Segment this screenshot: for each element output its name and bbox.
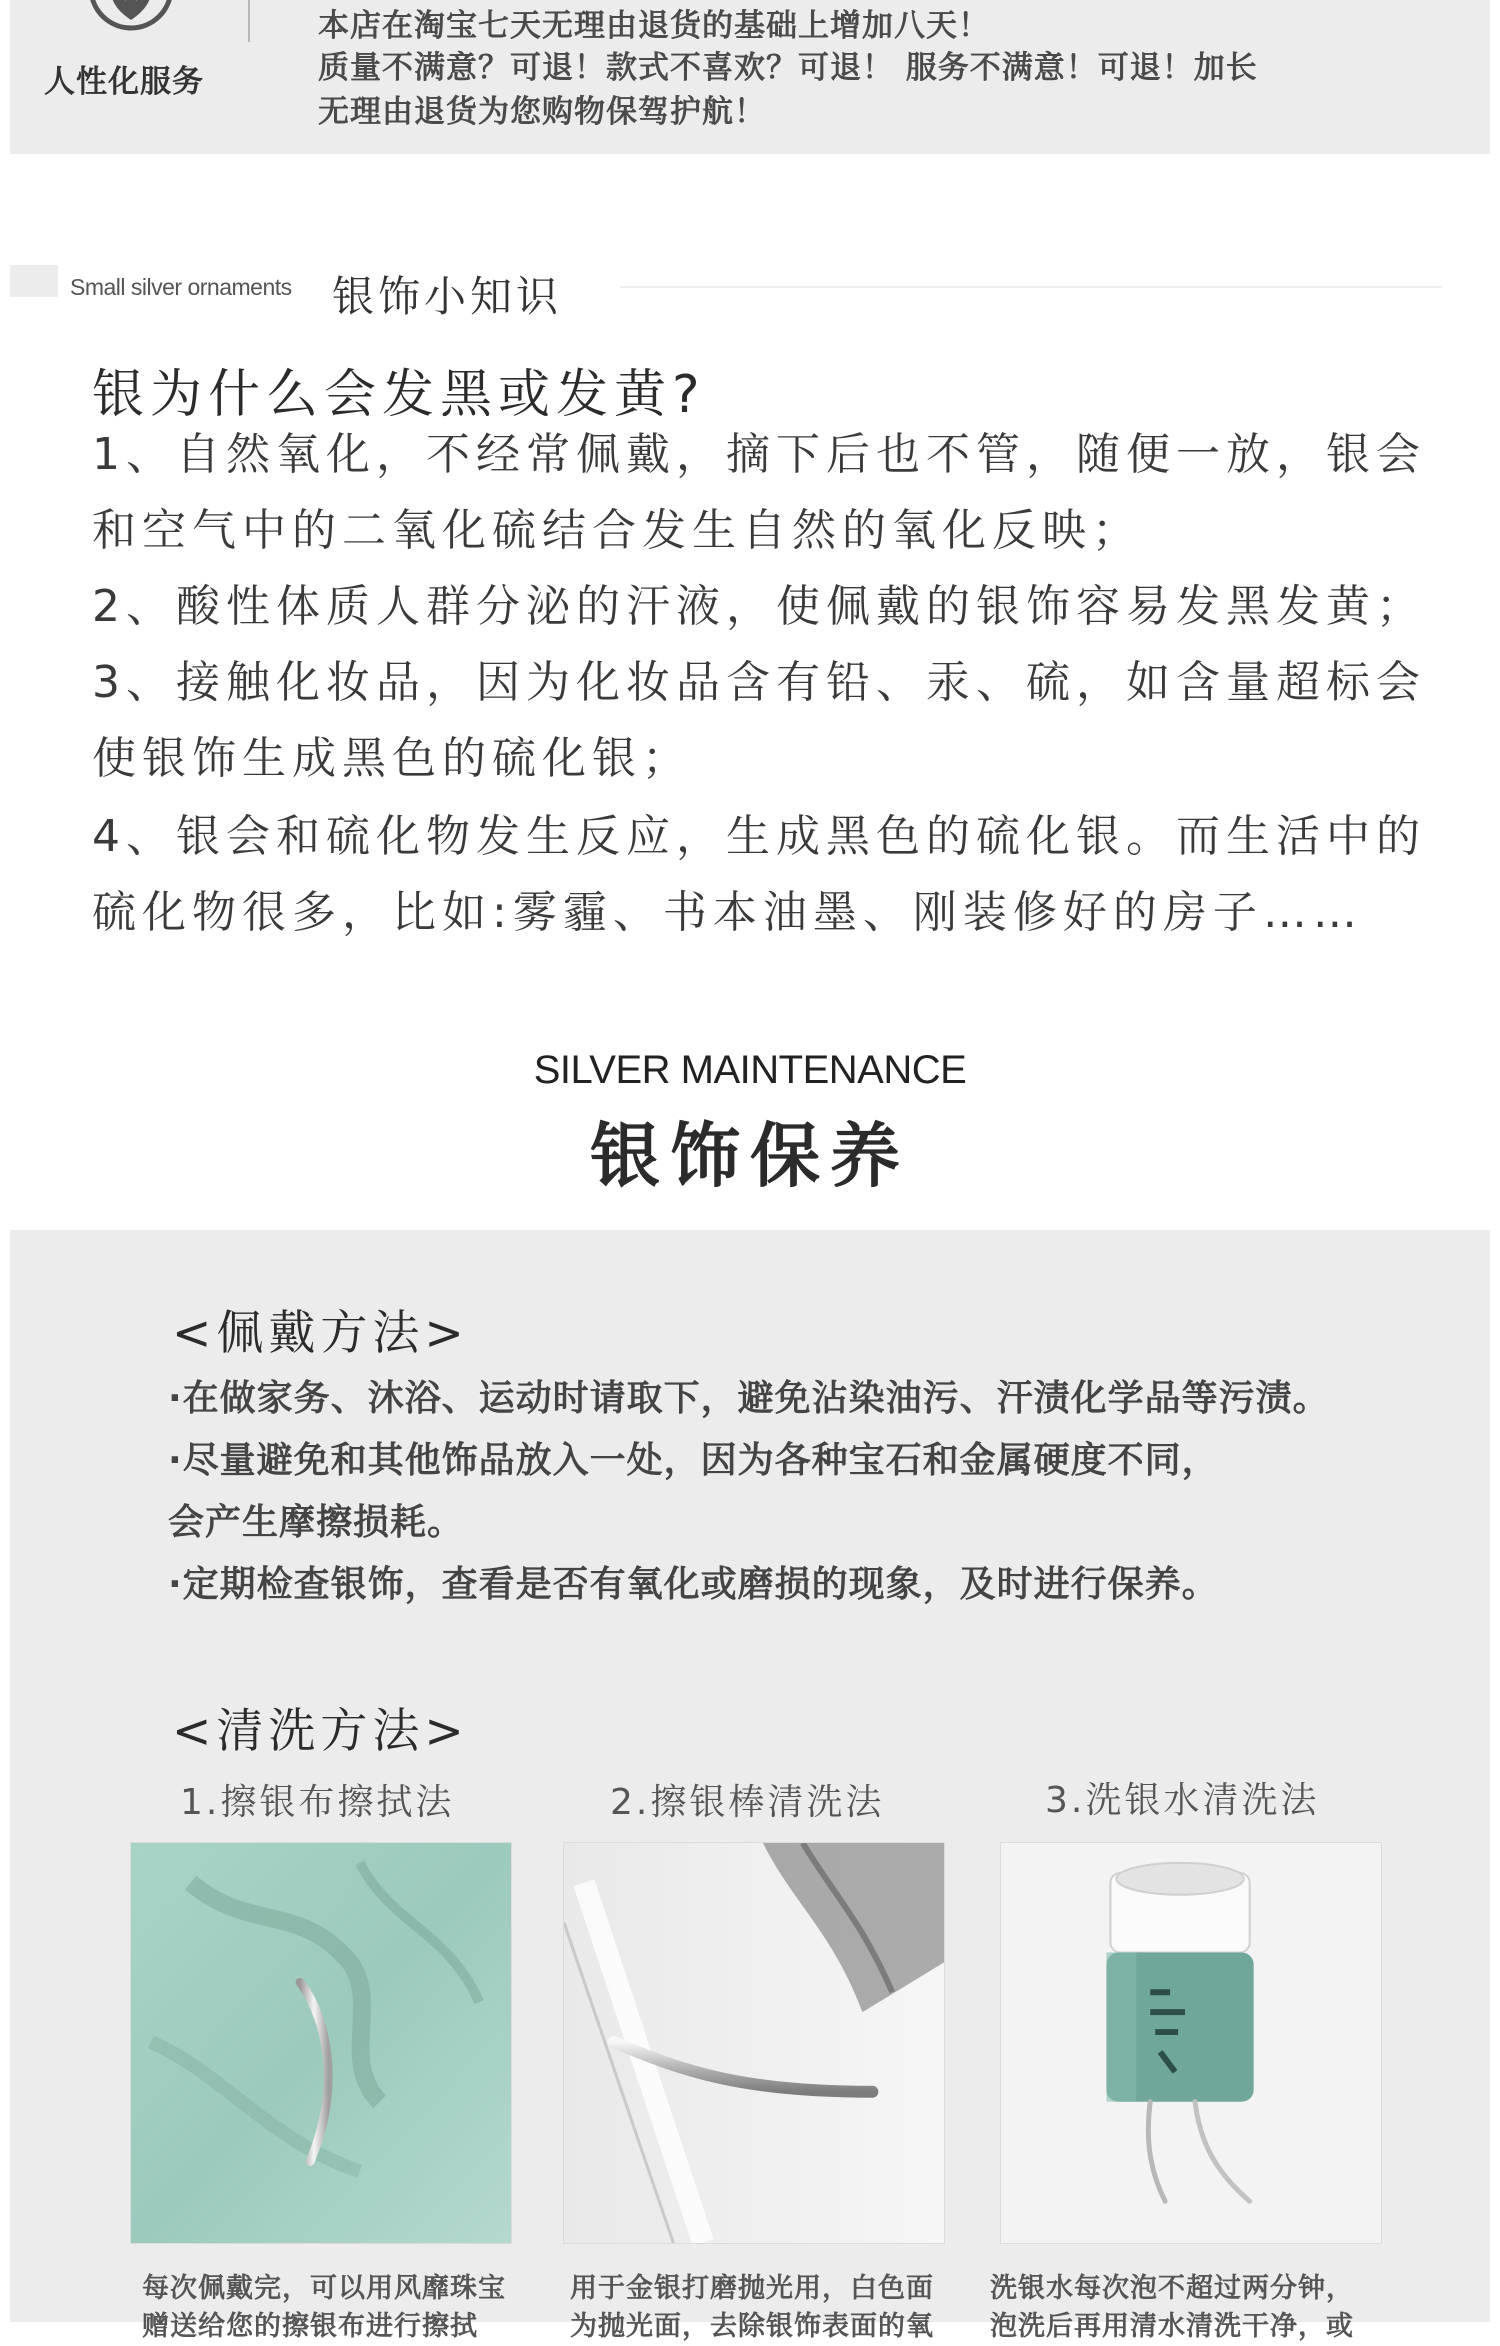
method-caption xyxy=(142,2270,542,2346)
article-line: 3、接触化妆品，因为化妆品含有铅、汞、硫，如含量超标会 xyxy=(92,657,1426,708)
maintenance-title-en: SILVER MAINTENANCE xyxy=(533,1048,967,1092)
section-title-en: Small silver ornaments xyxy=(70,274,292,300)
polishing-cloth-photo xyxy=(130,1842,512,2244)
header-rule xyxy=(620,286,1442,288)
caption-line: 每次佩戴完，可以用风靡珠宝 xyxy=(142,2273,506,2304)
divider xyxy=(248,0,250,42)
article-title: 银为什么会发黑或发黄? xyxy=(92,365,706,425)
method-caption xyxy=(990,2270,1390,2346)
caption-line: 洗银水每次泡不超过两分钟， xyxy=(990,2273,1354,2304)
service-line: 无理由退货为您购物保驾护航！ xyxy=(318,94,766,130)
method-label: 3.洗银水清洗法 xyxy=(1045,1780,1320,1821)
wearing-tip: ·在做家务、沐浴、运动时请取下，避免沾染油污、汗渍化学品等污渍。 xyxy=(168,1378,1330,1419)
method-label: 1.擦银布擦拭法 xyxy=(180,1782,455,1823)
article-line: 2、酸性体质人群分泌的汗液，使佩戴的银饰容易发黑发黄； xyxy=(92,581,1426,632)
article-line: 1、自然氧化，不经常佩戴，摘下后也不管，随便一放，银会 xyxy=(92,429,1426,480)
service-banner xyxy=(10,0,1490,154)
method-caption xyxy=(570,2270,970,2346)
wearing-heading: <佩戴方法> xyxy=(172,1306,469,1361)
maintenance-title-zh: 银饰保养 xyxy=(590,1115,910,1197)
article-line: 使银饰生成黑色的硫化银； xyxy=(92,733,692,784)
wearing-tip: ·尽量避免和其他饰品放入一处，因为各种宝石和金属硬度不同， xyxy=(168,1440,1219,1481)
cleaning-heading: <清洗方法> xyxy=(172,1704,469,1759)
knowledge-section-header xyxy=(0,262,1500,321)
wearing-tip: 会产生摩擦损耗。 xyxy=(168,1502,465,1543)
method-label: 2.擦银棒清洗法 xyxy=(610,1782,885,1823)
caption-line: 泡洗后再用清水清洗干净，或 xyxy=(990,2311,1354,2342)
section-title-zh: 银饰小知识 xyxy=(332,272,563,321)
polishing-stick-photo xyxy=(563,1842,945,2244)
service-line: 本店在淘宝七天无理由退货的基础上增加八天！ xyxy=(318,8,990,44)
caption-line: 用于金银打磨抛光用，白色面 xyxy=(570,2273,934,2304)
article-line: 和空气中的二氧化硫结合发生自然的氧化反映； xyxy=(92,505,1142,556)
service-line: 质量不满意？可退！款式不喜欢？可退！ 服务不满意！可退！加长 xyxy=(318,50,1258,86)
lotus-leaf-icon xyxy=(86,0,176,36)
article-line: 硫化物很多，比如:雾霾、书本油墨、刚装修好的房子…… xyxy=(92,887,1363,938)
service-name: 人性化服务 xyxy=(44,64,204,100)
header-accent-block xyxy=(10,265,58,297)
article-line: 4、银会和硫化物发生反应，生成黑色的硫化银。而生活中的 xyxy=(92,811,1426,862)
caption-line: 赠送给您的擦银布进行擦拭 xyxy=(142,2311,478,2342)
wearing-tip: ·定期检查银饰，查看是否有氧化或磨损的现象，及时进行保养。 xyxy=(168,1564,1219,1605)
maintenance-panel xyxy=(10,1230,1490,2342)
caption-line: 为抛光面，去除银饰表面的氧 xyxy=(570,2311,934,2342)
cleaning-solution-photo xyxy=(1000,1842,1382,2244)
